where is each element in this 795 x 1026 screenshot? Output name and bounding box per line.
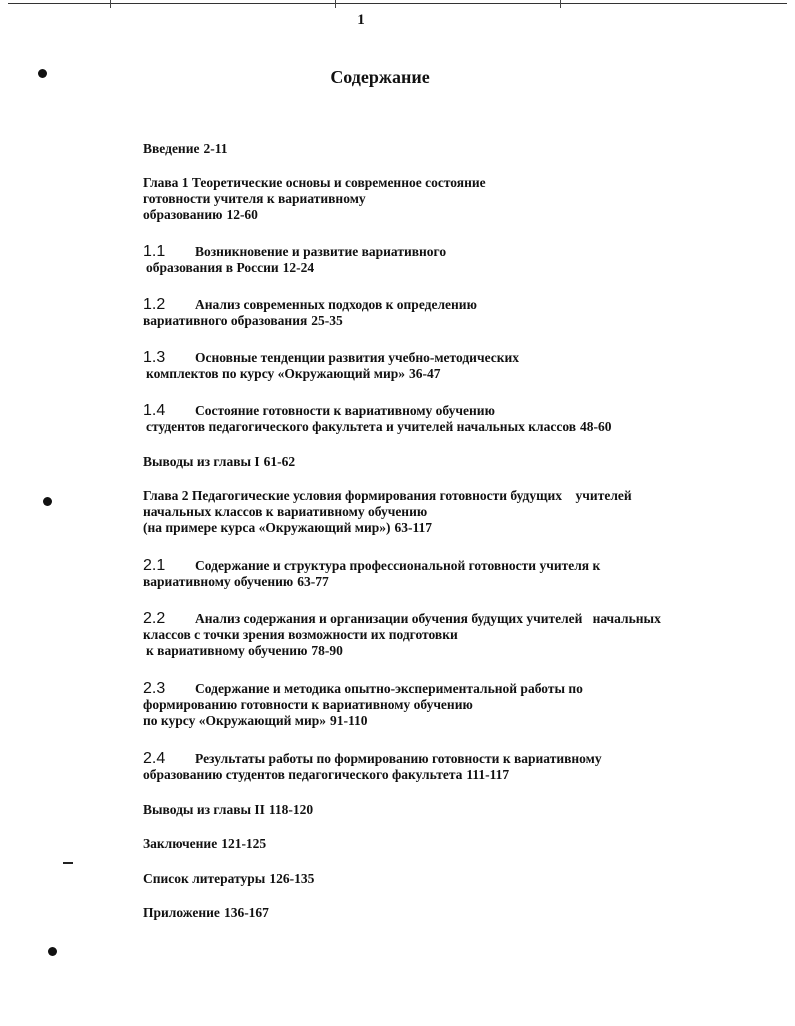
section-number: 1.2 (143, 296, 166, 313)
section-number: 1.1 (143, 243, 166, 260)
toc-pages: 63-77 (297, 574, 329, 589)
section-number: 2.1 (143, 557, 166, 574)
toc-label: студентов педагогического факультета и учителей начальных классов (146, 419, 577, 434)
toc-label: образованию студентов педагогического факультета (143, 767, 463, 782)
toc-label: к вариативному обучению (146, 643, 308, 658)
toc-label-line: Содержание и методика опытно-экспериментальной работы по (195, 681, 583, 696)
toc-entry-conclusions-2 (143, 802, 703, 818)
toc-label-line: Анализ содержания и организации обучения будущих учителей начальных (195, 611, 661, 626)
toc-entry-2-1 (143, 558, 703, 590)
binder-hole-mark (48, 947, 57, 956)
section-number: 2.2 (143, 610, 166, 627)
toc-label-line: готовности учителя к вариативному (143, 191, 366, 206)
toc-entry-1-4 (143, 403, 703, 435)
toc-pages: 136-167 (223, 905, 269, 920)
scan-tick (110, 0, 111, 8)
toc-label: Выводы из главы I (143, 454, 260, 469)
toc-pages: 48-60 (580, 419, 612, 434)
toc-entry-2-3 (143, 681, 703, 729)
toc-entry-2-4 (143, 751, 703, 783)
toc-label: по курсу «Окружающий мир» (143, 713, 327, 728)
toc-label-line: классов с точки зрения возможности их подготовки (143, 627, 458, 642)
binder-hole-mark (38, 69, 47, 78)
toc-entry-chapter-1 (143, 175, 703, 223)
toc-label-line: Анализ современных подходов к определению (195, 297, 477, 312)
toc-label-line: Возникновение и развитие вариативного (195, 244, 447, 259)
section-number: 2.4 (143, 750, 166, 767)
toc-label: Заключение (143, 836, 218, 851)
toc-label: комплектов по курсу «Окружающий мир» (146, 366, 405, 381)
toc-pages: 25-35 (311, 313, 343, 328)
scan-artifact (63, 862, 73, 864)
toc-pages: 12-60 (226, 207, 258, 222)
toc-label: Приложение (143, 905, 220, 920)
toc-pages: 78-90 (311, 643, 343, 658)
top-rule (8, 3, 787, 4)
page-title: Содержание (330, 67, 430, 87)
toc-label: Выводы из главы II (143, 802, 265, 817)
toc-entry-1-3 (143, 350, 703, 382)
toc-label: вариативному обучению (143, 574, 294, 589)
toc-label-line: Результаты работы по формированию готовности к вариативному (195, 751, 602, 766)
toc-entry-1-1 (143, 244, 703, 276)
section-number: 1.3 (143, 349, 166, 366)
page-number: 1 (357, 12, 365, 28)
section-number: 1.4 (143, 402, 166, 419)
toc-pages: 63-117 (394, 520, 433, 535)
toc-label: Список литературы (143, 871, 266, 886)
toc-label-line: Глава 2 Педагогические условия формирования готовности будущих учителей (143, 488, 632, 503)
toc-pages: 111-117 (466, 767, 510, 782)
toc-label-line: Глава 1 Теоретические основы и современное состояние (143, 175, 486, 190)
toc-label: образования в России (146, 260, 279, 275)
toc-pages: 118-120 (268, 802, 314, 817)
scan-tick (560, 0, 561, 8)
toc-pages: 126-135 (269, 871, 315, 886)
toc-entry-conclusions-1 (143, 454, 703, 470)
toc-label-line: Содержание и структура профессиональной готовности учителя к (195, 558, 601, 573)
toc-label: вариативного образования (143, 313, 308, 328)
toc-label-line: Состояние готовности к вариативному обучению (195, 403, 495, 418)
toc-entry-chapter-2 (143, 488, 703, 536)
toc-label-line: формированию готовности к вариативному обучению (143, 697, 473, 712)
section-number: 2.3 (143, 680, 166, 697)
binder-hole-mark (43, 497, 52, 506)
toc-label: Введение (143, 141, 200, 156)
scan-tick (335, 0, 336, 8)
toc-pages: 36-47 (408, 366, 441, 381)
toc-entry-intro (143, 141, 703, 157)
toc-pages: 121-125 (221, 836, 267, 851)
toc-entry-references (143, 871, 703, 887)
toc-label-line: начальных классов к вариативному обучению (143, 504, 428, 519)
toc-entry-1-2 (143, 297, 703, 329)
toc-pages: 61-62 (263, 454, 296, 469)
toc-label: образованию (143, 207, 223, 222)
toc-pages: 2-11 (203, 141, 228, 156)
toc-entry-conclusion (143, 836, 703, 852)
toc-label-line: Основные тенденции развития учебно-методических (195, 350, 520, 365)
toc-entry-2-2 (143, 611, 723, 659)
toc-pages: 12-24 (282, 260, 315, 275)
toc-pages: 91-110 (330, 713, 368, 728)
toc-label: (на примере курса «Окружающий мир») (143, 520, 391, 535)
toc-entry-appendix (143, 905, 703, 921)
